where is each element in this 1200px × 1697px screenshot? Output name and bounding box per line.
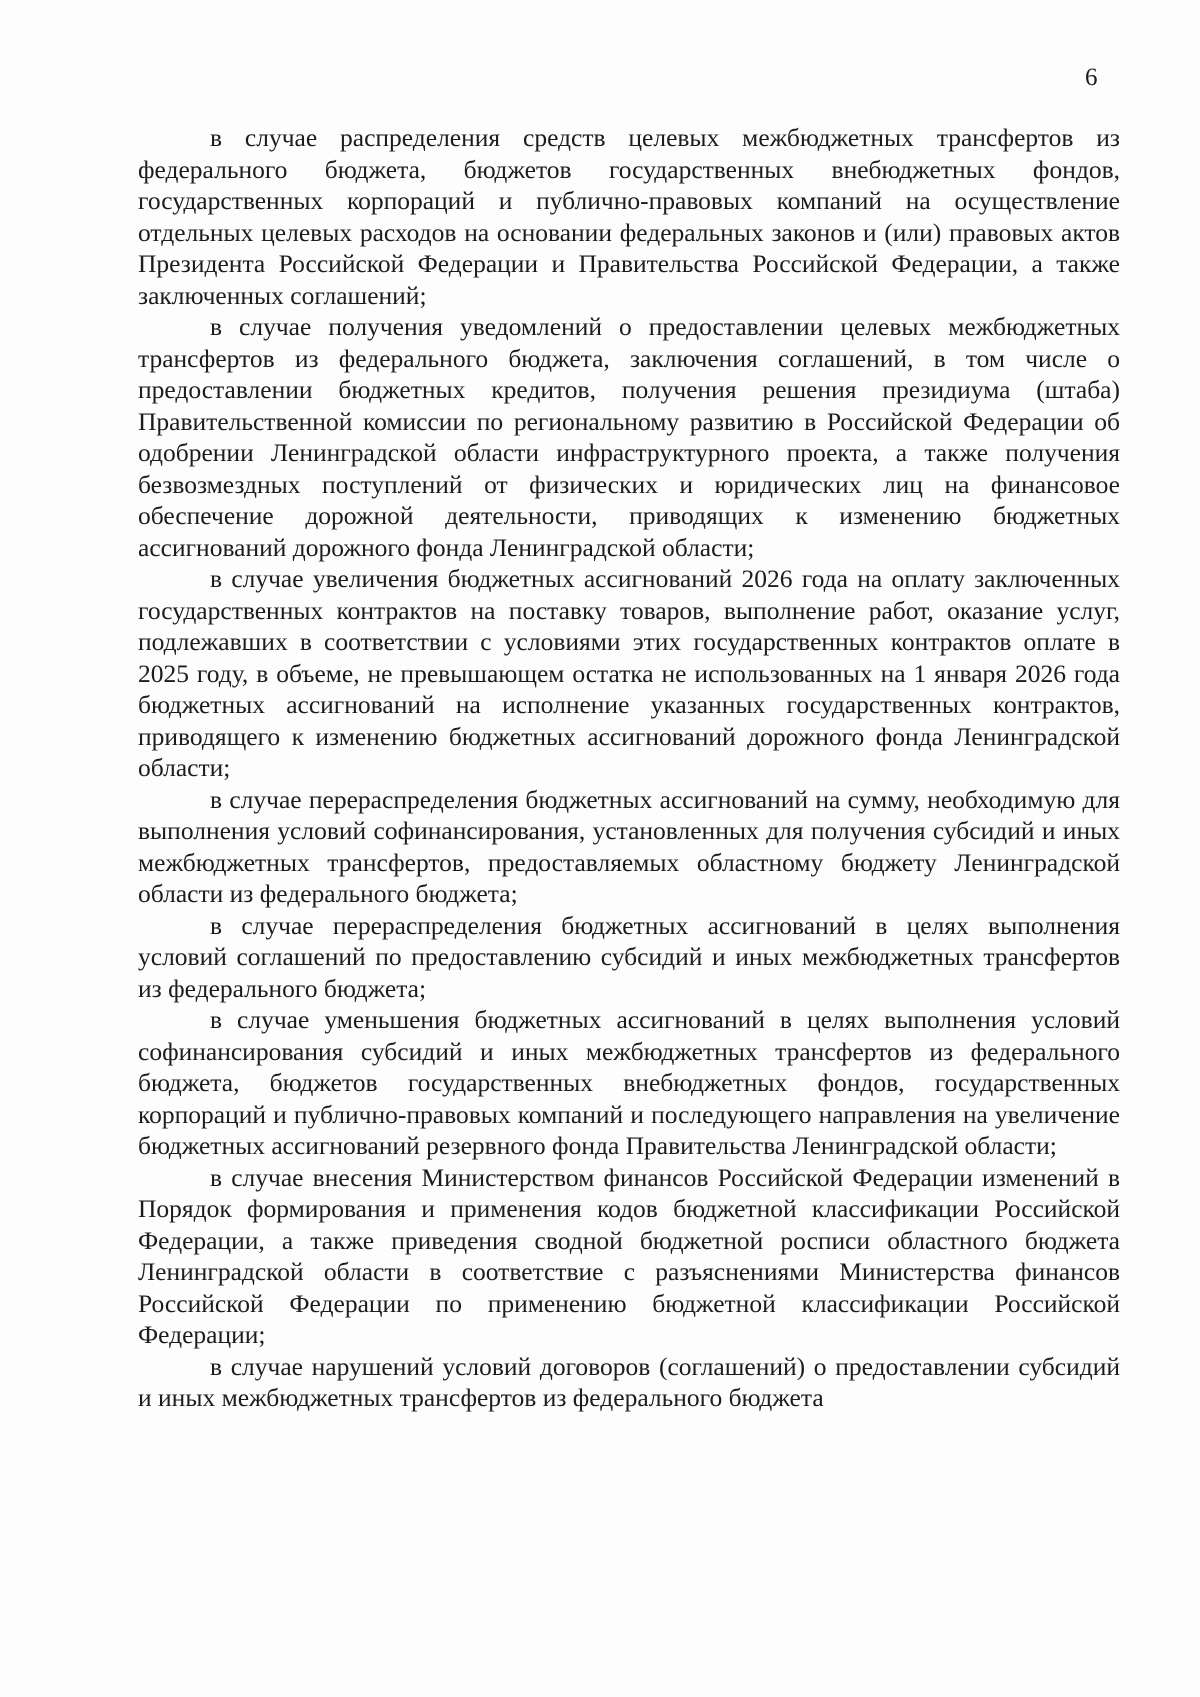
paragraph-3: в случае увеличения бюджетных ассигнований 2026 года на оплату заключенных государственных контрактов на поставку товаров, выполнение работ, оказание услуг, подлежавших в соответствии с условиями этих государственных контрактов оплате в 2025 году, в объеме, не превышающем остатка не использованных на 1 января 2026 года бюджетных ассигнований на исполнение указанных государственных контрактов, приводящего к изменению бюджетных ассигнований дорожного фонда Ленинградской области;: [138, 564, 1120, 782]
paragraph-7: в случае внесения Министерством финансов Российской Федерации изменений в Порядок формирования и применения кодов бюджетной классификации Российской Федерации, а также приведения сводной бюджетной росписи областного бюджета Ленинградской области в соответствие с разъяснениями Министерства финансов Российской Федерации по применению бюджетной классификации Российской Федерации;: [138, 1162, 1120, 1349]
paragraph-8: в случае нарушений условий договоров (соглашений) о предоставлении субсидий и иных межбюджетных трансфертов из федерального бюджета: [138, 1351, 1120, 1412]
paragraph-1: в случае распределения средств целевых межбюджетных трансфертов из федерального бюджета, бюджетов государственных внебюджетных фондов, государственных корпораций и публично-правовых компаний на осуществление отдельных целевых расходов на основании федеральных законов и (или) правовых актов Президента Российской Федерации и Правительства Российской Федерации, а также заключенных соглашений;: [138, 123, 1120, 310]
paragraph-2: в случае получения уведомлений о предоставлении целевых межбюджетных трансфертов из федерального бюджета, заключения соглашений, в том числе о предоставлении бюджетных кредитов, получения решения президиума (штаба) Правительственной комиссии по региональному развитию в Российской Федерации об одобрении Ленинградской области инфраструктурного проекта, а также получения безвозмездных поступлений от физических и юридических лиц на финансовое обеспечение дорожной деятельности, приводящих к изменению бюджетных ассигнований дорожного фонда Ленинградской области;: [138, 312, 1120, 562]
document-body: [138, 122, 1120, 1414]
paragraph-4: в случае перераспределения бюджетных ассигнований на сумму, необходимую для выполнения условий софинансирования, установленных для получения субсидий и иных межбюджетных трансфертов, предоставляемых областному бюджету Ленинградской области из федерального бюджета;: [138, 784, 1120, 908]
paragraph-5: в случае перераспределения бюджетных ассигнований в целях выполнения условий соглашений по предоставлению субсидий и иных межбюджетных трансфертов из федерального бюджета;: [138, 910, 1120, 1003]
page-number: 6: [1085, 64, 1098, 91]
paragraph-6: в случае уменьшения бюджетных ассигнований в целях выполнения условий софинансирования субсидий и иных межбюджетных трансфертов из федерального бюджета, бюджетов государственных внебюджетных фондов, государственных корпораций и публично-правовых компаний и последующего направления на увеличение бюджетных ассигнований резервного фонда Правительства Ленинградской области;: [138, 1005, 1120, 1160]
